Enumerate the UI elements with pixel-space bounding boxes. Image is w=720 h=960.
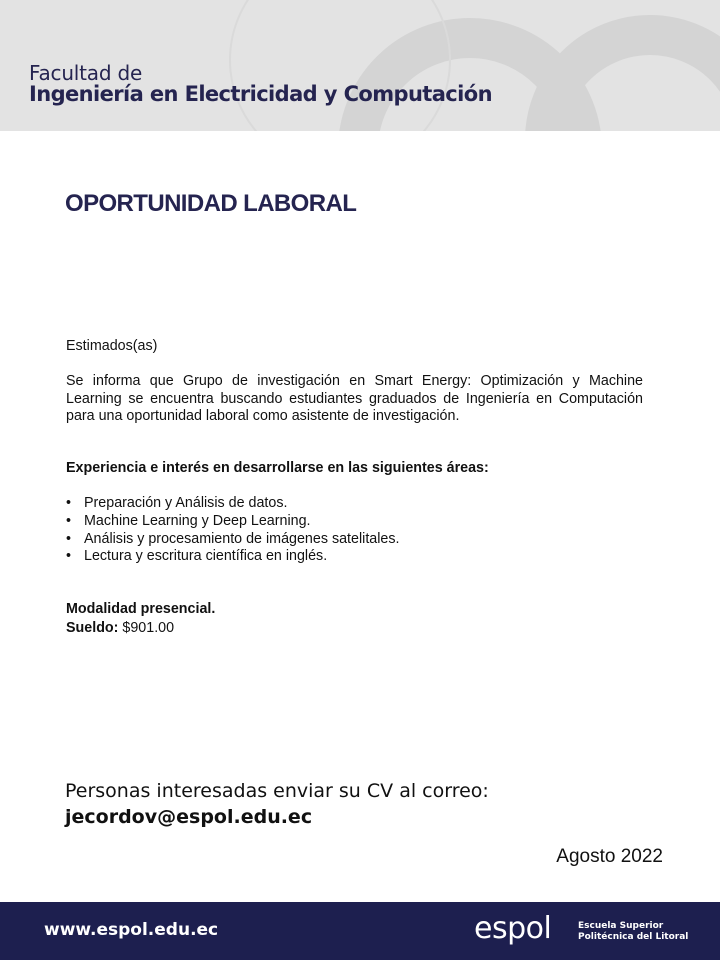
footer — [0, 902, 720, 960]
greeting: Estimados(as) — [66, 338, 158, 354]
bullet-icon: • — [66, 495, 72, 511]
bullet-icon: • — [66, 548, 72, 565]
salary — [66, 620, 643, 638]
bullet-icon: • — [66, 530, 72, 547]
area-label: Machine Learning y Deep Learning. — [84, 512, 311, 529]
intro-paragraph: Se informa que Grupo de investigación en Smart Energy: Optimización y Machine Learning se encuentra buscando estudiantes graduados de Ingeniería en Computación para una oportunidad laboral como asistente de investigación. — [66, 373, 643, 424]
espol-tagline-1: Escuela Superior — [578, 921, 664, 931]
list-item — [66, 548, 400, 566]
list-item — [66, 495, 400, 513]
areas-list — [66, 495, 400, 566]
espol-logo-text: espol — [474, 911, 552, 946]
faculty-name-line2: Ingeniería en Electricidad y Computación — [29, 82, 492, 106]
area-label: Lectura y escritura científica en inglés. — [84, 548, 328, 565]
bullet-icon: • — [66, 512, 72, 529]
contact-instructions: Personas interesadas enviar su CV al correo: — [65, 780, 489, 802]
faculty-name-line1: Facultad de — [29, 61, 143, 85]
salary-value: $901.00 — [122, 620, 175, 636]
website-link[interactable]: www.espol.edu.ec — [44, 920, 219, 940]
areas-heading: Experiencia e interés en desarrollarse en las siguientes áreas: — [66, 460, 489, 476]
modality: Modalidad presencial. — [66, 601, 216, 617]
area-label: Preparación y Análisis de datos. — [84, 495, 288, 511]
list-item — [66, 531, 400, 549]
page-title: OPORTUNIDAD LABORAL — [65, 190, 357, 217]
espol-logo — [474, 910, 576, 950]
contact-email[interactable]: jecordov@espol.edu.ec — [65, 806, 313, 828]
area-label: Análisis y procesamiento de imágenes satelitales. — [84, 530, 400, 547]
faculty-header — [0, 0, 720, 131]
document-date: Agosto 2022 — [556, 846, 663, 867]
list-item — [66, 513, 400, 531]
salary-label: Sueldo: — [66, 620, 119, 636]
espol-tagline-2: Politécnica del Litoral — [578, 932, 689, 942]
